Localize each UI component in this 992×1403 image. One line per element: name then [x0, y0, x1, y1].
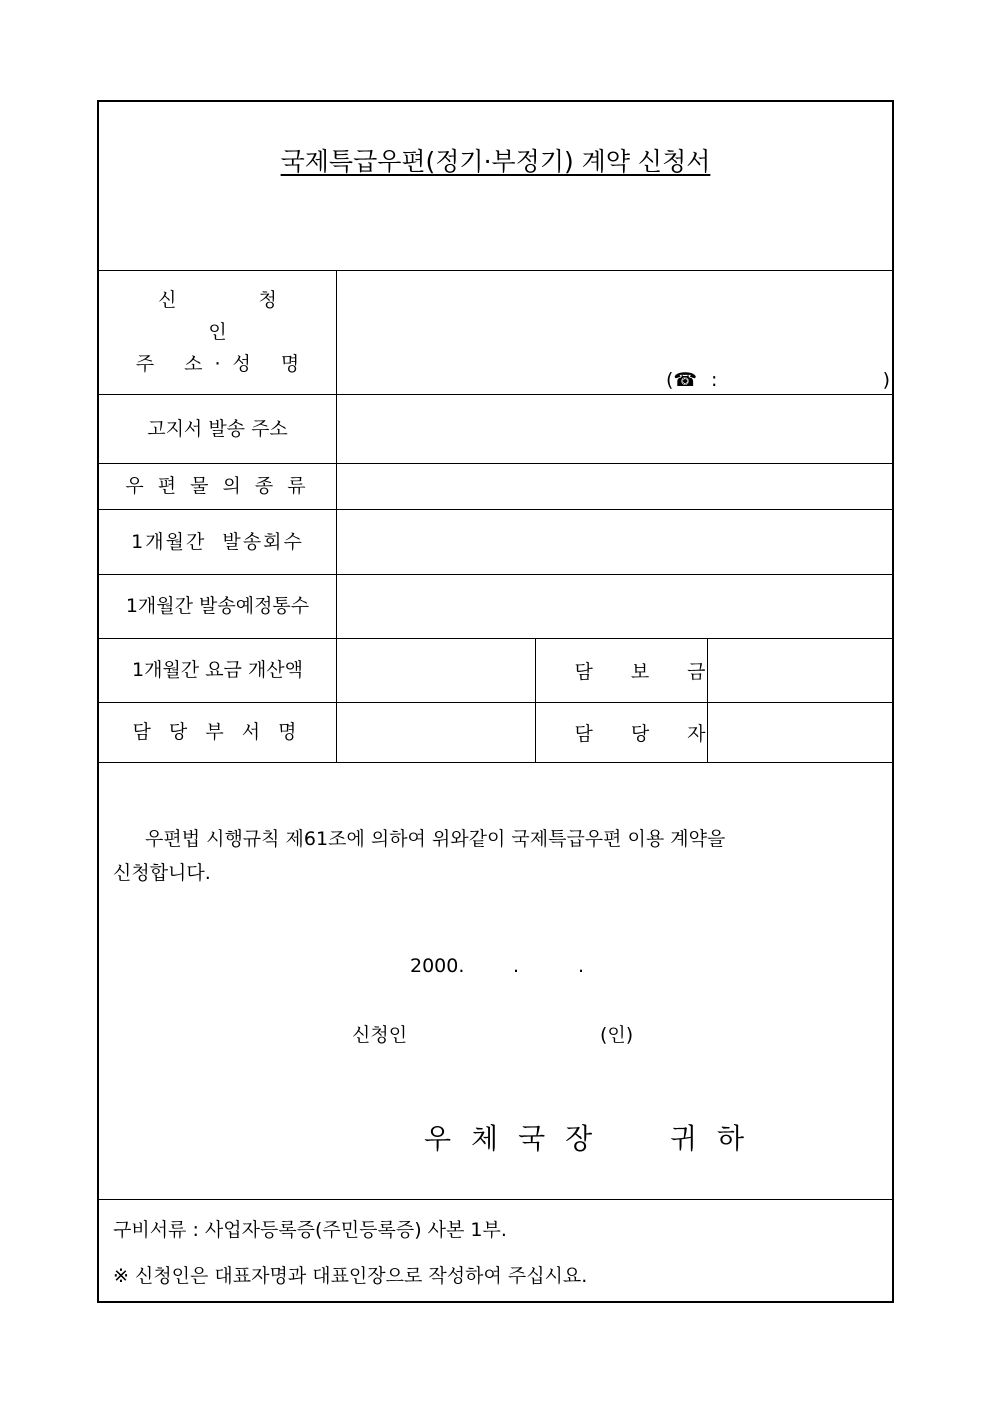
- statement-line-1: 우편법 시행규칙 제61조에 의하여 위와같이 국제특급우편 이용 계약을: [145, 828, 726, 850]
- monthly-volume-label: 1개월간 발송예정통수: [125, 595, 310, 617]
- recipient: 우체국장 귀하: [424, 1122, 765, 1155]
- divider: [99, 762, 892, 763]
- instruction-note: ※ 신청인은 대표자명과 대표인장으로 작성하여 주십시요.: [113, 1265, 588, 1287]
- application-form: [97, 100, 894, 1303]
- applicant-address-name-label: 주 소·성 명: [135, 353, 312, 375]
- date-year: 2000.: [410, 955, 465, 977]
- notice-address-label: 고지서 발송 주소: [147, 417, 288, 440]
- mail-type-label: 우 편 물 의 종 류: [125, 475, 310, 497]
- statement-line-2: 신청합니다.: [113, 862, 211, 884]
- date-month-dot: .: [513, 955, 520, 977]
- seal-label: (인): [600, 1024, 634, 1046]
- required-documents-note: 구비서류 : 사업자등록증(주민등록증) 사본 1부.: [113, 1219, 507, 1241]
- column-divider: [336, 270, 337, 762]
- person-in-charge-label: 담당자: [574, 722, 744, 745]
- phone-open: (☎: [666, 369, 698, 391]
- divider: [99, 1199, 892, 1200]
- statement: [113, 822, 883, 890]
- deposit-label: 담보금: [574, 660, 744, 683]
- form-title-text: 국제특급우편(정기·부정기) 계약 신청서: [280, 147, 711, 176]
- monthly-fee-label: 1개월간 요금 개산액: [132, 659, 303, 681]
- applicant-label-cell: [99, 270, 336, 394]
- phone-close: ): [882, 369, 890, 391]
- phone-colon: :: [711, 369, 718, 391]
- date-line: [410, 955, 585, 977]
- monthly-sends-label: 1개월간 발송회수: [131, 530, 304, 553]
- applicant-signature-label: 신청인: [352, 1024, 408, 1046]
- form-title: [99, 145, 892, 179]
- date-day-dot: .: [578, 955, 585, 977]
- applicant-label: 신 청 인: [158, 289, 315, 343]
- department-label: 담 당 부 서 명: [132, 721, 303, 743]
